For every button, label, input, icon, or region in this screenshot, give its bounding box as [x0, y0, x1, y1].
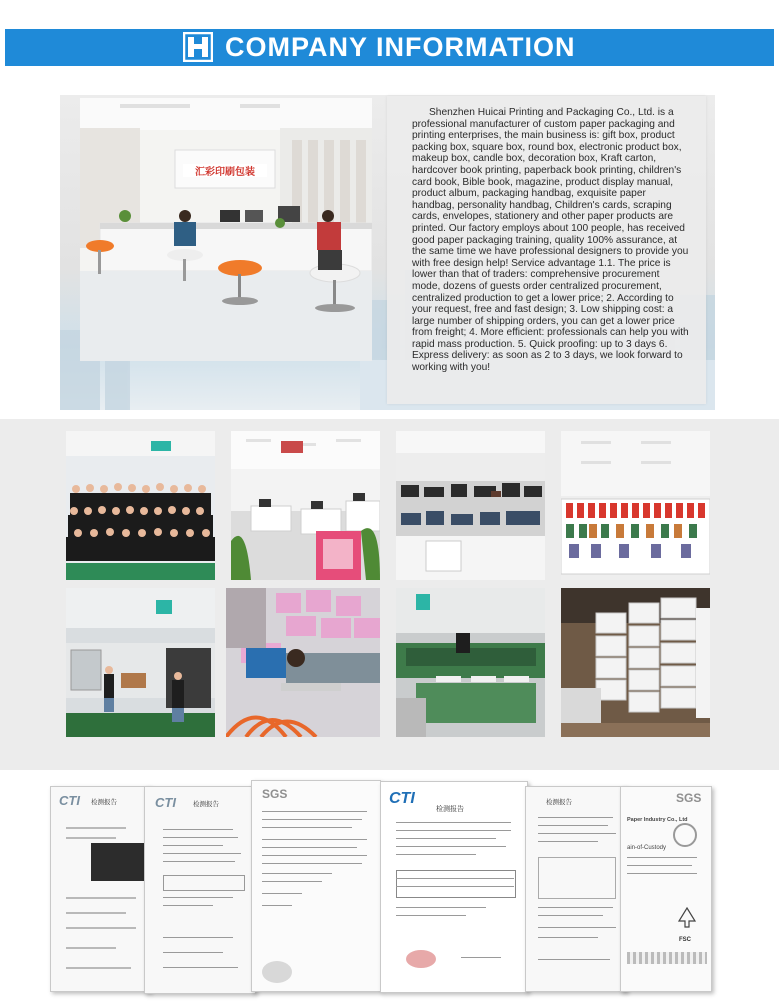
fsc-tree-icon	[677, 907, 697, 933]
cti-logo: CTI	[389, 790, 415, 807]
certificate-heading: 检测报告	[91, 798, 117, 806]
printing-machine-photo	[66, 588, 215, 737]
certificate-heading: 检测报告	[436, 805, 464, 813]
laminating-line-photo	[396, 588, 545, 737]
certificate-heading: 检测报告	[546, 798, 572, 806]
certificate-cti-1	[50, 786, 151, 992]
warehouse-photo	[561, 588, 710, 737]
fsc-mark: FSC	[679, 937, 691, 943]
sgs-logo: SGS	[676, 791, 702, 805]
reception-sign: 汇彩印刷包装	[195, 167, 255, 178]
certificate-report	[525, 786, 627, 992]
certificate-company: Paper Industry Co., Ltd	[627, 817, 688, 823]
sample-shelf-photo	[561, 431, 710, 580]
certificate-fsc	[620, 786, 712, 992]
company-logo-icon	[183, 32, 213, 62]
company-description: Shenzhen Huicai Printing and Packaging Co., Ltd. is a professional manufacturer of custom paper packaging and printing enterprises, the main business is: gift box, product packing box, square box, round box, electronic product box, makeup box, candle box, decoration box, Kraft carton, hardcover book printing, paperback book printing, children's card book, Bible book, magazine, product display manual, product album, packaging handbag, exquisite paper handbag, personality handbag, Children's cards, scraping cards, envelopes, stationery and other paper products are printed. Our factory employs about 100 people, has received good paper packaging training, quality 100% assurance, at the same time we have professional designers to provide you with free design help! Service advantage 1.1. The price is lower than that of traders: comprehensive procurement mode, dozens of guests order centralized procurement, centralized production to get a lower price; 2. According to your request, free and fast design; 3. Low shipping cost: a large number of shipping orders, you can get a lower price from freight; 4. More efficient: professionals can help you with rapid mass production. 5. Quick proofing: up to 3 days 6. Express delivery: as soon as 2 to 3 days, we look forward to working with you!	[412, 107, 689, 374]
production-line-photo	[226, 588, 380, 737]
office-photo	[231, 431, 380, 580]
reception-photo	[80, 98, 372, 361]
certificate-cti-3	[380, 781, 528, 993]
showroom-photo	[396, 431, 545, 580]
certificate-heading: 检测报告	[193, 800, 219, 808]
sgs-logo: SGS	[262, 787, 288, 801]
certificate-subtitle: ain-of-Custody	[627, 845, 667, 851]
page-title: COMPANY INFORMATION	[225, 32, 576, 62]
company-intro-card	[387, 96, 706, 404]
certificate-sgs-1	[251, 780, 381, 992]
cti-logo: CTI	[59, 793, 80, 808]
team-photo	[66, 431, 215, 580]
header-banner	[5, 29, 774, 66]
cti-logo: CTI	[155, 795, 176, 810]
certificate-cti-2	[144, 786, 256, 994]
